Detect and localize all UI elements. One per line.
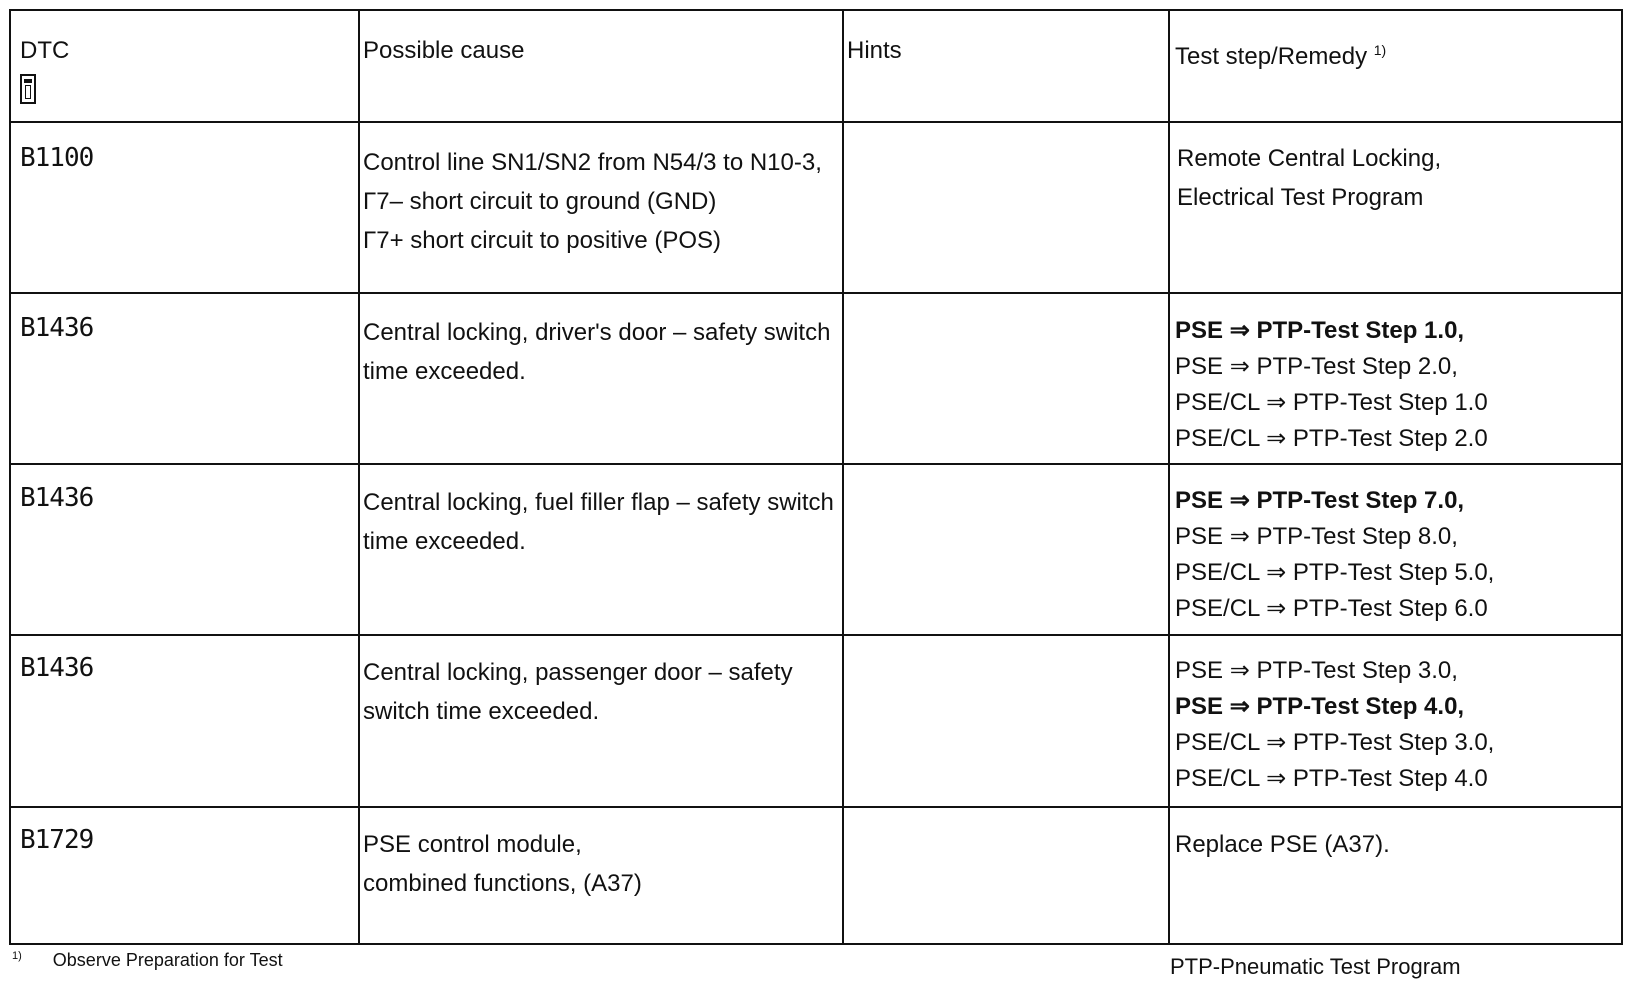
cause-line: switch time exceeded. <box>363 698 600 725</box>
row-divider <box>11 463 1621 465</box>
cause-line: time exceeded. <box>363 528 526 555</box>
test-remedy <box>1175 483 1494 627</box>
remedy-line: PSE/CL ⇒ PTP-Test Step 1.0 <box>1175 389 1488 416</box>
dtc-code: B1100 <box>20 143 94 173</box>
diagnostic-tester-icon <box>20 74 36 104</box>
remedy-line: Electrical Test Program <box>1177 184 1424 211</box>
column-divider <box>1168 11 1170 943</box>
possible-cause <box>363 483 834 561</box>
remedy-line: PSE ⇒ PTP-Test Step 2.0, <box>1175 353 1458 380</box>
remedy-line: Replace PSE (A37). <box>1175 831 1390 858</box>
remedy-line: PSE ⇒ PTP-Test Step 4.0, <box>1175 693 1465 720</box>
possible-cause <box>363 825 642 903</box>
cause-line: combined functions, (A37) <box>363 870 642 897</box>
test-remedy <box>1175 825 1390 864</box>
cause-line: Γ7+ short circuit to positive (POS) <box>363 227 722 254</box>
remedy-line: PSE/CL ⇒ PTP-Test Step 3.0, <box>1175 729 1495 756</box>
footnote-ref: 1) <box>1373 42 1387 58</box>
remedy-line: PSE ⇒ PTP-Test Step 1.0, <box>1175 317 1465 344</box>
remedy-line: PSE/CL ⇒ PTP-Test Step 2.0 <box>1175 425 1488 452</box>
dtc-code: B1436 <box>20 483 94 513</box>
row-divider <box>11 806 1621 808</box>
column-divider <box>358 11 360 943</box>
test-remedy <box>1175 653 1494 797</box>
remedy-line: PSE/CL ⇒ PTP-Test Step 5.0, <box>1175 559 1495 586</box>
cause-line: Γ7– short circuit to ground (GND) <box>363 188 717 215</box>
footer-right-text: PTP-Pneumatic Test Program <box>1170 954 1461 979</box>
dtc-code: B1436 <box>20 653 94 683</box>
dtc-code: B1436 <box>20 313 94 343</box>
remedy-line: Remote Central Locking, <box>1177 145 1442 172</box>
cause-line: Control line SN1/SN2 from N54/3 to N10-3, <box>363 149 822 176</box>
cause-line: PSE control module, <box>363 831 582 858</box>
dtc-code: B1729 <box>20 825 94 855</box>
cause-line: Central locking, driver's door – safety switch <box>363 319 831 346</box>
remedy-line: PSE/CL ⇒ PTP-Test Step 6.0 <box>1175 595 1488 622</box>
remedy-line: PSE ⇒ PTP-Test Step 3.0, <box>1175 657 1458 684</box>
header-dtc <box>20 31 69 116</box>
row-divider <box>11 292 1621 294</box>
header-remedy <box>1175 31 1386 76</box>
row-divider <box>11 121 1621 123</box>
footnote-text: Observe Preparation for Test <box>52 950 283 970</box>
row-divider <box>11 634 1621 636</box>
test-remedy <box>1175 313 1488 457</box>
possible-cause <box>363 313 830 391</box>
header-remedy-label: Test step/Remedy <box>1175 43 1368 70</box>
dtc-table <box>9 9 1623 945</box>
remedy-line: PSE/CL ⇒ PTP-Test Step 4.0 <box>1175 765 1488 792</box>
test-remedy <box>1177 139 1441 217</box>
possible-cause <box>363 653 793 731</box>
header-cause: Possible cause <box>363 37 525 64</box>
cause-line: Central locking, passenger door – safety <box>363 659 793 686</box>
cause-line: time exceeded. <box>363 358 526 385</box>
remedy-line: PSE ⇒ PTP-Test Step 7.0, <box>1175 487 1465 514</box>
remedy-line: PSE ⇒ PTP-Test Step 8.0, <box>1175 523 1458 550</box>
cause-line: Central locking, fuel filler flap – safety switch <box>363 489 834 516</box>
column-divider <box>842 11 844 943</box>
header-dtc-label: DTC <box>20 37 70 64</box>
footnote <box>12 950 283 971</box>
possible-cause <box>363 143 822 260</box>
footnote-marker: 1) <box>12 950 22 962</box>
header-hints: Hints <box>847 37 902 64</box>
